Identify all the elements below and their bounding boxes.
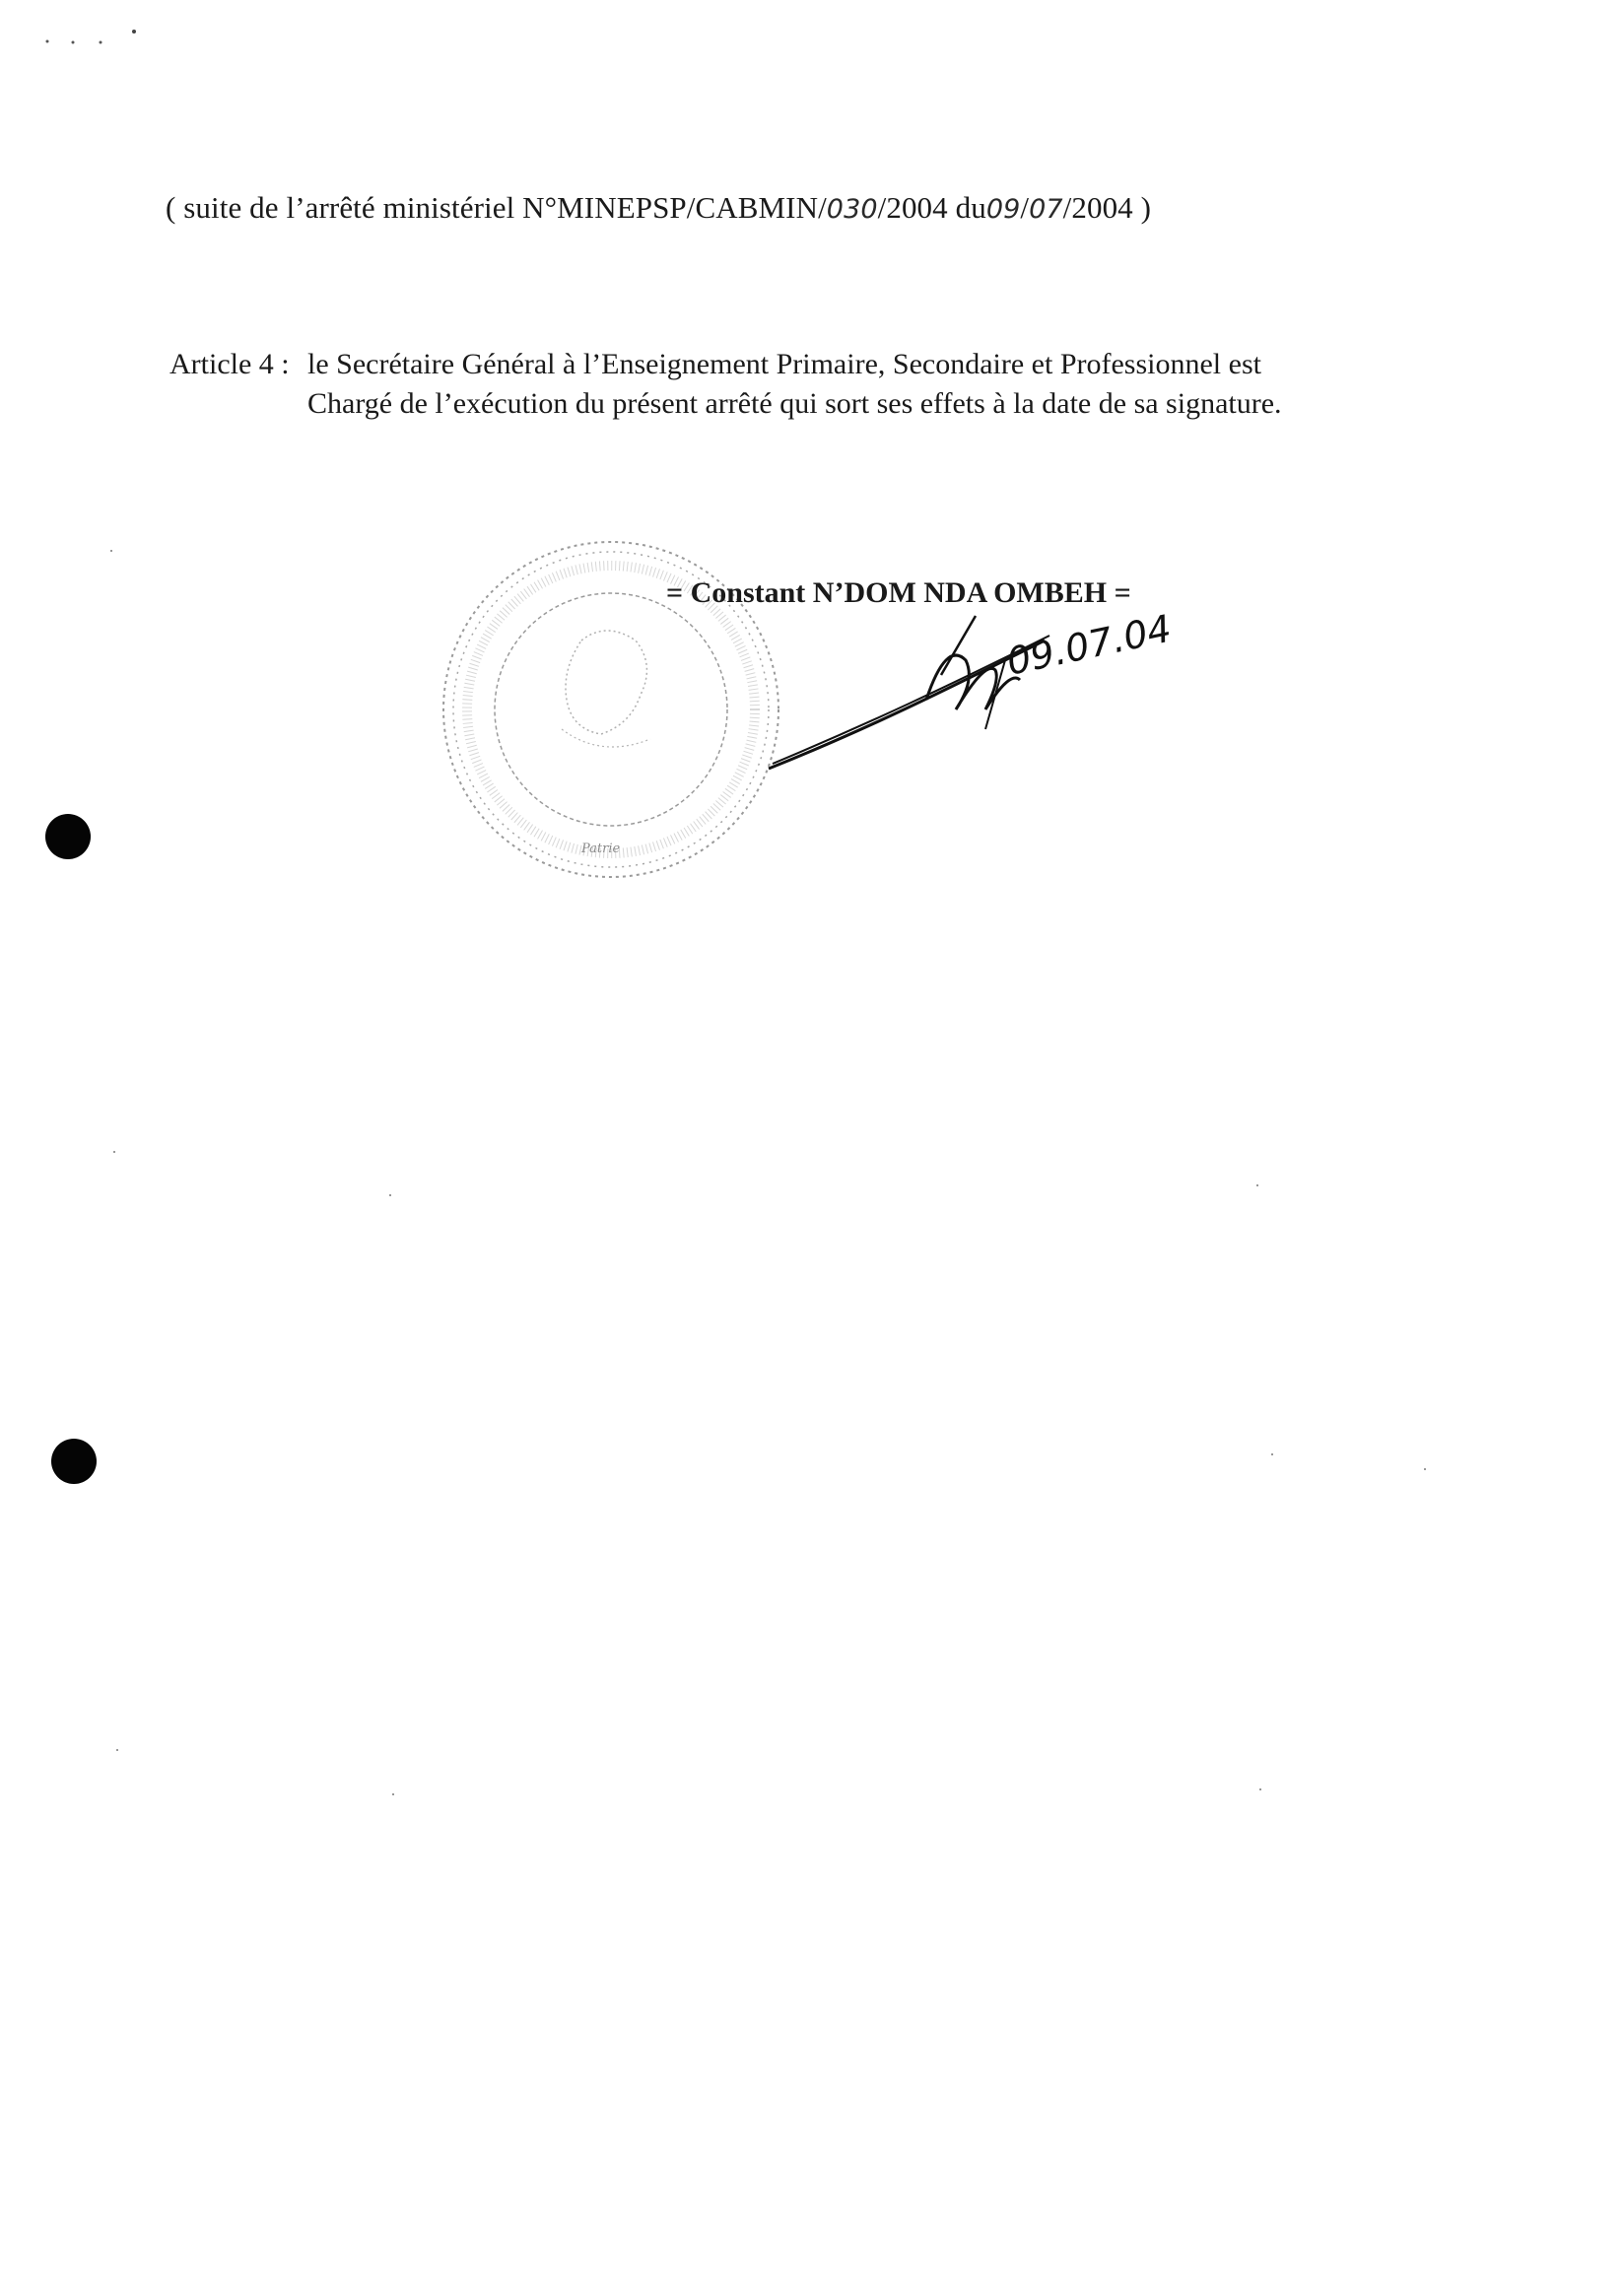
- scan-speck: [1259, 1788, 1261, 1790]
- decree-month-handwritten: 07: [1029, 194, 1063, 225]
- seal-fragment-text: Patrie: [581, 842, 621, 856]
- decree-reference-suffix: /2004 ): [1062, 190, 1152, 225]
- article-line-2: Chargé de l’exécution du présent arrêté qui sort ses effets à la date de sa signature.: [307, 387, 1282, 420]
- signatory-name: = Constant N’DOM NDA OMBEH =: [666, 576, 1131, 609]
- scan-speck: [1271, 1453, 1273, 1455]
- date-separator: /: [1020, 190, 1030, 225]
- scan-speck: [116, 1749, 118, 1751]
- scan-speck: [110, 550, 112, 552]
- handwritten-signature: [749, 581, 1222, 808]
- scan-speck: [392, 1793, 394, 1795]
- scan-speck: [1424, 1468, 1426, 1470]
- decree-reference-prefix: ( suite de l’arrêté ministériel N°MINEPSP/CABMIN/: [166, 190, 827, 225]
- article-line-1: le Secrétaire Général à l’Enseignement Primaire, Secondaire et Professionnel est: [307, 348, 1261, 380]
- punch-hole-bottom: [51, 1439, 97, 1484]
- decree-reference-mid: /2004 du: [877, 190, 986, 225]
- decree-number-handwritten: 030: [826, 194, 878, 225]
- article-label: Article 4 :: [169, 348, 290, 380]
- scan-speck: [113, 1151, 115, 1153]
- article-4: [169, 345, 1411, 424]
- decree-day-handwritten: 09: [985, 194, 1021, 225]
- punch-hole-top: [45, 814, 91, 859]
- decree-reference-line: [166, 190, 1151, 226]
- scan-speck: [1256, 1184, 1258, 1186]
- scan-specks: [39, 20, 158, 49]
- signature-date-handwritten: 09.07.04: [1002, 606, 1176, 684]
- scan-speck: [389, 1194, 391, 1196]
